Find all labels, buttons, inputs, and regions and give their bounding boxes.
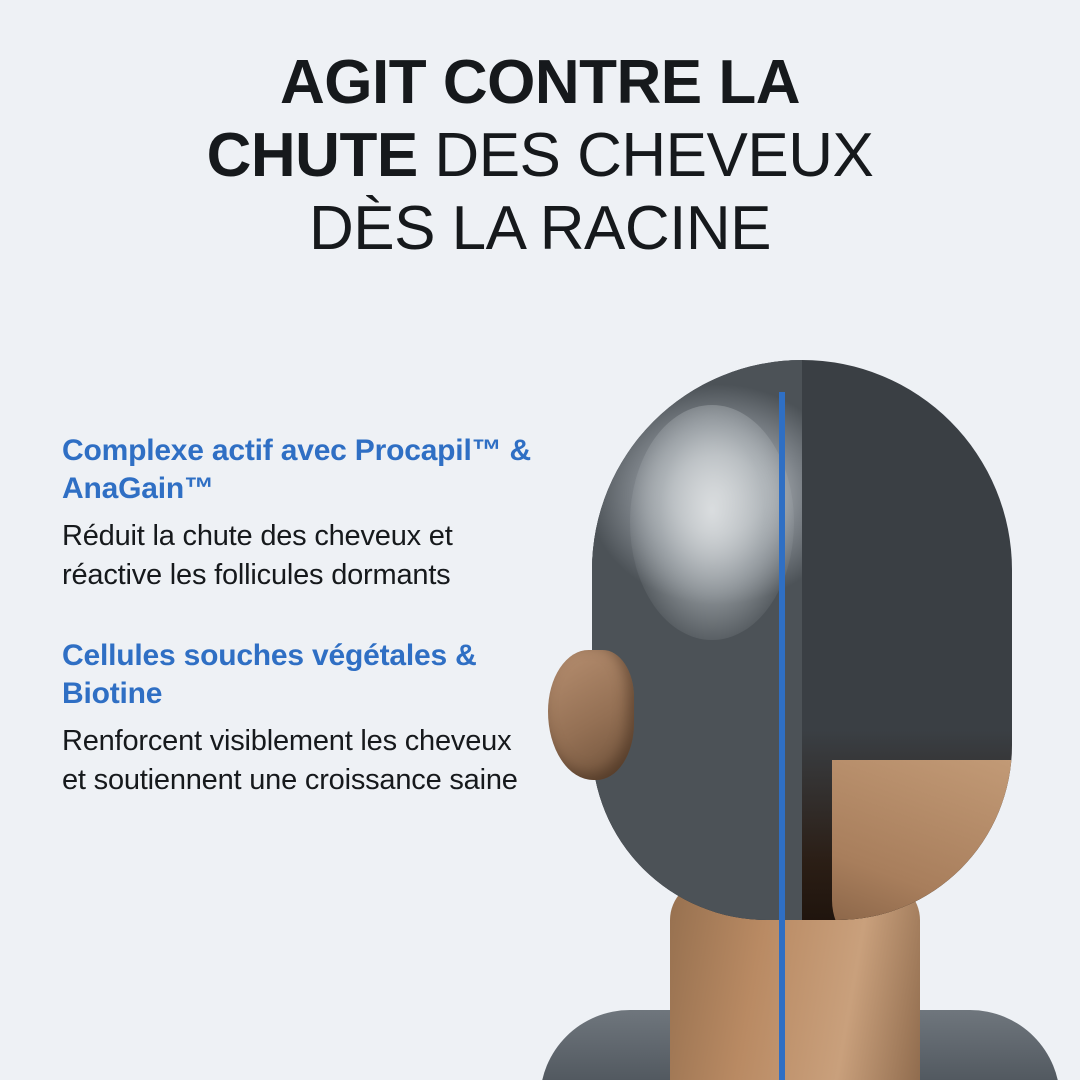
feature-title-1: Complexe actif avec Procapil™ & AnaGain™ bbox=[62, 434, 531, 506]
head bbox=[592, 360, 1012, 920]
ear bbox=[548, 650, 634, 780]
headline-line-3: DÈS LA RACINE bbox=[308, 194, 772, 264]
headline-line-1: AGIT CONTRE LA bbox=[280, 48, 800, 117]
feature-body-1: Réduit la chute des cheveux et réactive les follicules dormants bbox=[62, 519, 453, 591]
feature-list bbox=[62, 432, 532, 842]
hair-comparison-photo bbox=[520, 320, 1080, 1080]
comparison-divider-line bbox=[779, 392, 785, 1080]
page-title bbox=[0, 46, 1080, 265]
thinning-hair-half bbox=[592, 360, 802, 920]
feature-body-2: Renforcent visiblement les cheveux et soutiennent une croissance saine bbox=[62, 724, 518, 796]
head-illustration bbox=[520, 320, 1080, 1080]
skin-shading bbox=[832, 760, 1012, 920]
feature-item-2 bbox=[62, 637, 532, 800]
feature-item-1 bbox=[62, 432, 532, 595]
headline-line-2-rest: DES CHEVEUX bbox=[417, 121, 874, 191]
feature-title-2: Cellules souches végétales & Biotine bbox=[62, 639, 477, 711]
headline-line-2-bold: CHUTE bbox=[206, 121, 418, 191]
